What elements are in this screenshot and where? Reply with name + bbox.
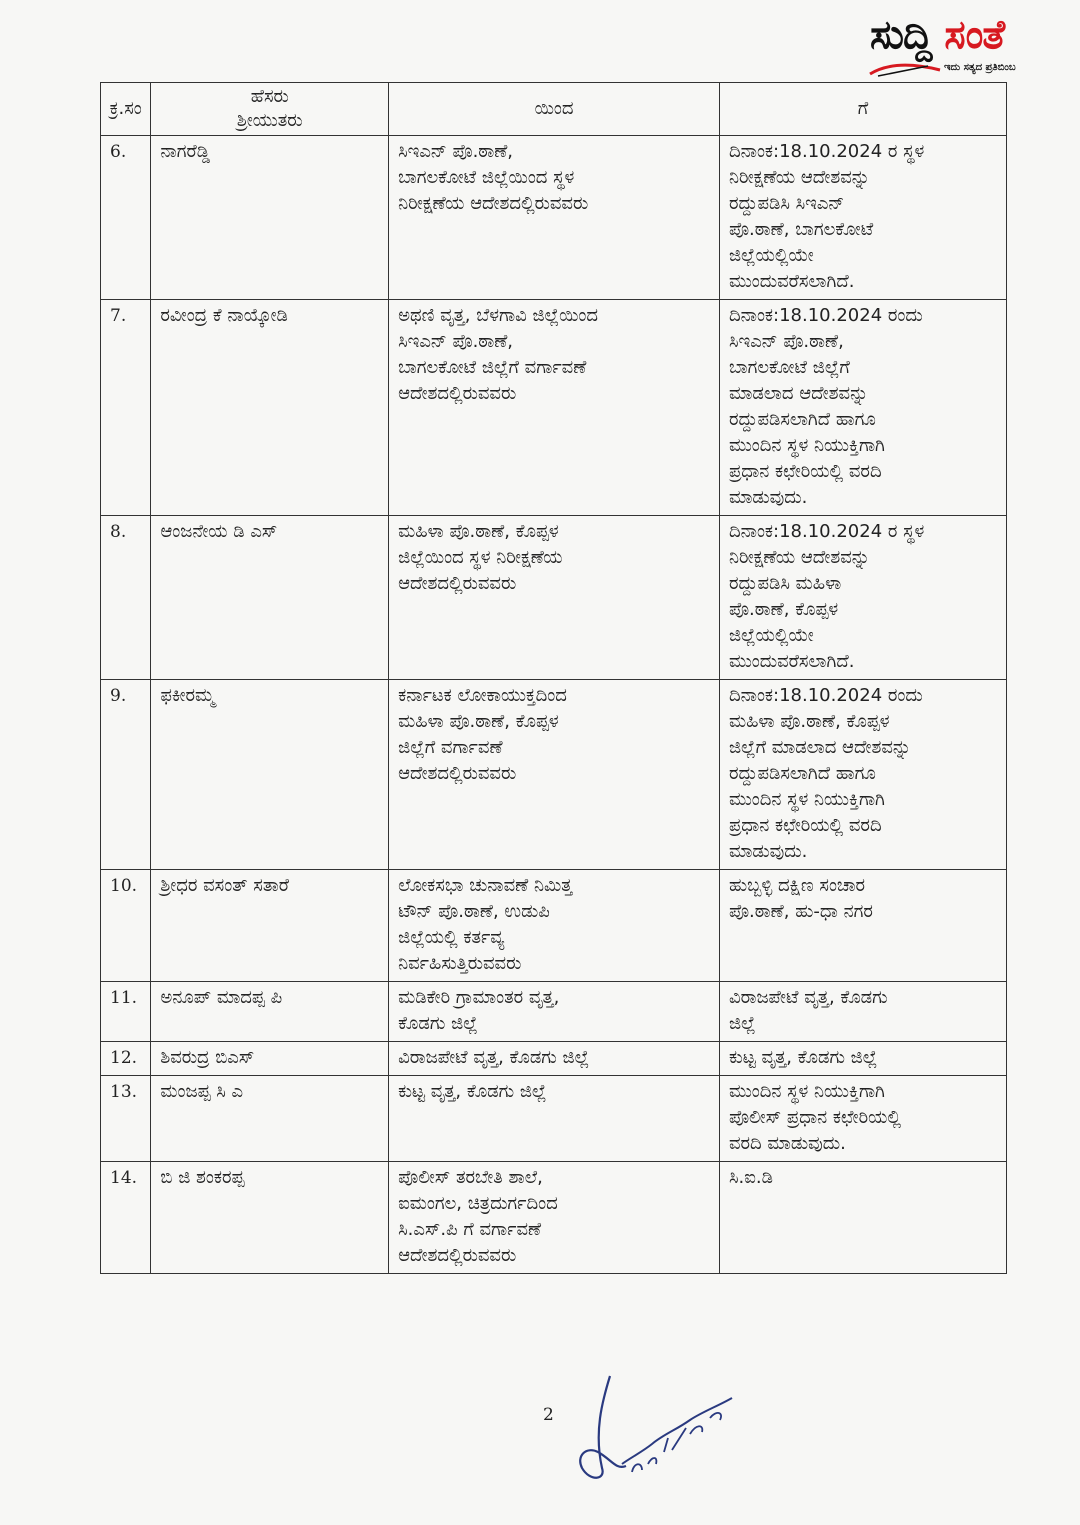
from-line: ಆದೇಶದಲ್ಲಿರುವವರು [398,1245,517,1266]
to-line: ದಿನಾಂಕ:18.10.2024 ರಂದು [728,305,923,326]
from-line: ಬಾಗಲಕೋಟೆ ಜಿಲ್ಲೆಯಿಂದ ಸ್ಥಳ [398,167,575,188]
to-line: ಮುಂದುವರೆಸಲಾಗಿದೆ. [728,651,855,672]
header-name-line2: ಶ್ರೀಯುತರು [236,110,303,131]
from-line: ಟೌನ್ ಪೊ.ಠಾಣೆ, ಉಡುಪಿ [398,901,550,922]
serial-number-cell: 14. [101,1162,151,1274]
to-line: ವಿರಾಜಪೇಟೆ ವೃತ್ತ, ಕೊಡಗು [728,987,888,1008]
from-line: ಆದೇಶದಲ್ಲಿರುವವರು [398,383,517,404]
logo-word-red: ಸಂತೆ [944,12,1005,58]
from-line: ಪೊಲೀಸ್ ತರಬೇತಿ ಶಾಲೆ, [398,1167,543,1188]
header-serial-number: ಕ್ರ.ಸಂ [101,83,151,136]
table-row [101,1076,1007,1162]
from-line: ಬಾಗಲಕೋಟೆ ಜಿಲ್ಲೆಗೆ ವರ್ಗಾವಣೆ [398,357,587,378]
from-line: ಜಿಲ್ಲೆಗೆ ವರ್ಗಾವಣೆ [398,737,503,758]
to-line: ಮುಂದಿನ ಸ್ಥಳ ನಿಯುಕ್ತಿಗಾಗಿ [728,1081,885,1102]
from-line: ಅಥಣಿ ವೃತ್ತ, ಬೆಳಗಾವಿ ಜಿಲ್ಲೆಯಿಂದ [398,305,599,326]
from-line: ನಿರ್ವಹಿಸುತ್ತಿರುವವರು [398,953,522,974]
from-posting-cell [389,136,720,300]
from-line: ಕರ್ನಾಟಕ ಲೋಕಾಯುಕ್ತದಿಂದ [398,685,567,706]
to-line: ರದ್ದುಪಡಿಸಿ ಮಹಿಳಾ [728,573,842,594]
from-line: ಮಹಿಳಾ ಪೊ.ಠಾಣೆ, ಕೊಪ್ಪಳ [398,521,559,542]
to-line: ರದ್ದುಪಡಿಸಲಾಗಿದೆ ಹಾಗೂ [728,409,876,430]
table-row [101,516,1007,680]
header-from: ಯಿಂದ [389,83,720,136]
serial-number-cell: 7. [101,300,151,516]
from-line: ಮಹಿಳಾ ಪೊ.ಠಾಣೆ, ಕೊಪ್ಪಳ [398,711,559,732]
header-name-line1: ಹೆಸರು [250,86,289,107]
to-line: ಮಾಡುವುದು. [728,841,808,862]
logo-word-black: ಸುದ್ದಿ [870,12,932,58]
to-line: ಮುಂದಿನ ಸ್ಥಳ ನಿಯುಕ್ತಿಗಾಗಿ [728,435,885,456]
table-row [101,1162,1007,1274]
to-line: ಜಿಲ್ಲೆಯಲ್ಲಿಯೇ [728,245,814,266]
serial-number-cell: 13. [101,1076,151,1162]
handwritten-signature [572,1372,742,1492]
serial-number-cell: 9. [101,680,151,870]
officer-name-cell: ರವೀಂದ್ರ ಕೆ ನಾಯ್ಕೋಡಿ [151,300,389,516]
from-posting-cell [389,1042,720,1076]
to-line: ಮುಂದಿನ ಸ್ಥಳ ನಿಯುಕ್ತಿಗಾಗಿ [728,789,885,810]
officer-name-cell: ಮಂಜಪ್ಪ ಸಿ ಎ [151,1076,389,1162]
from-posting-cell [389,982,720,1042]
to-line: ಸಿ.ಐ.ಡಿ [728,1167,773,1188]
from-line: ಸಿಇಎನ್ ಪೊ.ಠಾಣೆ, [398,141,514,162]
to-posting-cell [719,1162,1006,1274]
officer-name-cell: ಬಿ ಜಿ ಶಂಕರಪ್ಪ [151,1162,389,1274]
to-line: ಬಾಗಲಕೋಟೆ ಜಿಲ್ಲೆಗೆ [728,357,850,378]
header-name [151,83,389,136]
from-line: ಮಡಿಕೇರಿ ಗ್ರಾಮಾಂತರ ವೃತ್ತ, [398,987,560,1008]
officer-name-cell: ಆಂಜನೇಯ ಡಿ ಎಸ್ [151,516,389,680]
table-body [101,136,1007,1274]
officer-name-cell: ಫಕೀರಮ್ಮ [151,680,389,870]
table-header-row [101,83,1007,136]
to-posting-cell [719,1042,1006,1076]
to-line: ಪ್ರಧಾನ ಕಛೇರಿಯಲ್ಲಿ ವರದಿ [728,461,882,482]
officer-name-cell: ನಾಗರೆಡ್ಡಿ [151,136,389,300]
to-line: ಪ್ರಧಾನ ಕಛೇರಿಯಲ್ಲಿ ವರದಿ [728,815,882,836]
from-line: ವಿರಾಜಪೇಟೆ ವೃತ್ತ, ಕೊಡಗು ಜಿಲ್ಲೆ [398,1047,590,1068]
from-line: ಸಿ.ಎಸ್.ಪಿ ಗೆ ವರ್ಗಾವಣೆ [398,1219,542,1240]
from-line: ಕೊಡಗು ಜಿಲ್ಲೆ [398,1013,478,1034]
to-line: ನಿರೀಕ್ಷಣೆಯ ಆದೇಶವನ್ನು [728,167,870,188]
to-posting-cell [719,136,1006,300]
serial-number-cell: 10. [101,870,151,982]
table-row [101,300,1007,516]
to-line: ದಿನಾಂಕ:18.10.2024 ರ ಸ್ಥಳ [728,141,925,162]
sudhi-sante-logo [862,14,1072,82]
to-line: ಪೊ.ಠಾಣೆ, ಕೊಪ್ಪಳ [728,599,839,620]
to-line: ಮಾಡಲಾದ ಆದೇಶವನ್ನು [728,383,869,404]
to-line: ಹುಬ್ಬಳ್ಳಿ ದಕ್ಷಿಣ ಸಂಚಾರ [728,875,866,896]
to-line: ಮಾಡುವುದು. [728,487,808,508]
to-line: ಜಿಲ್ಲೆಗೆ ಮಾಡಲಾದ ಆದೇಶವನ್ನು [728,737,912,758]
from-line: ಕುಟ್ಟ ವೃತ್ತ, ಕೊಡಗು ಜಿಲ್ಲೆ [398,1081,547,1102]
from-posting-cell [389,516,720,680]
to-line: ಮುಂದುವರೆಸಲಾಗಿದೆ. [728,271,855,292]
to-line: ಪೊ.ಠಾಣೆ, ಹು-ಧಾ ನಗರ [728,901,873,922]
to-posting-cell [719,680,1006,870]
pen-swoosh-icon [868,60,942,78]
serial-number-cell: 8. [101,516,151,680]
from-posting-cell [389,300,720,516]
to-posting-cell [719,870,1006,982]
serial-number-cell: 6. [101,136,151,300]
from-line: ಆದೇಶದಲ್ಲಿರುವವರು [398,763,517,784]
to-line: ಪೊ.ಠಾಣೆ, ಬಾಗಲಕೋಟೆ [728,219,874,240]
from-line: ನಿರೀಕ್ಷಣೆಯ ಆದೇಶದಲ್ಲಿರುವವರು [398,193,589,214]
transfer-order-table [100,82,1007,1274]
to-line: ಮಹಿಳಾ ಪೊ.ಠಾಣೆ, ಕೊಪ್ಪಳ [728,711,890,732]
table-row [101,982,1007,1042]
header-to: ಗೆ [719,83,1006,136]
from-posting-cell [389,680,720,870]
from-line: ಆದೇಶದಲ್ಲಿರುವವರು [398,573,517,594]
table-row [101,680,1007,870]
to-line: ಪೊಲೀಸ್ ಪ್ರಧಾನ ಕಛೇರಿಯಲ್ಲಿ [728,1107,902,1128]
to-line: ಕುಟ್ಟ ವೃತ್ತ, ಕೊಡಗು ಜಿಲ್ಲೆ [728,1047,878,1068]
to-line: ಜಿಲ್ಲೆ [728,1013,756,1034]
to-line: ದಿನಾಂಕ:18.10.2024 ರಂದು [728,685,923,706]
to-posting-cell [719,982,1006,1042]
to-posting-cell [719,1076,1006,1162]
to-line: ದಿನಾಂಕ:18.10.2024 ರ ಸ್ಥಳ [728,521,925,542]
from-line: ಸಿಇಎನ್ ಪೊ.ಠಾಣೆ, [398,331,514,352]
from-posting-cell [389,870,720,982]
from-posting-cell [389,1076,720,1162]
table-row [101,136,1007,300]
to-posting-cell [719,516,1006,680]
logo-wordmark [870,8,1004,62]
page-number: 2 [543,1405,554,1425]
table-row [101,870,1007,982]
to-line: ವರದಿ ಮಾಡುವುದು. [728,1133,846,1154]
serial-number-cell: 11. [101,982,151,1042]
logo-tagline: ಇದು ಸತ್ಯದ ಪ್ರತಿಬಿಂಬ [944,62,1016,73]
from-line: ಜಿಲ್ಲೆಯಿಂದ ಸ್ಥಳ ನಿರೀಕ್ಷಣೆಯ [398,547,563,568]
to-line: ರದ್ದುಪಡಿಸಲಾಗಿದೆ ಹಾಗೂ [728,763,876,784]
table-row [101,1042,1007,1076]
to-line: ರದ್ದುಪಡಿಸಿ ಸಿಇಎನ್ [728,193,845,214]
from-line: ಐಮಂಗಲ, ಚಿತ್ರದುರ್ಗದಿಂದ [398,1193,558,1214]
officer-name-cell: ಶಿವರುದ್ರ ಬಿಎಸ್ [151,1042,389,1076]
from-line: ಜಿಲ್ಲೆಯಲ್ಲಿ ಕರ್ತವ್ಯ [398,927,505,948]
to-line: ನಿರೀಕ್ಷಣೆಯ ಆದೇಶವನ್ನು [728,547,870,568]
from-posting-cell [389,1162,720,1274]
to-posting-cell [719,300,1006,516]
to-line: ಜಿಲ್ಲೆಯಲ್ಲಿಯೇ [728,625,814,646]
serial-number-cell: 12. [101,1042,151,1076]
from-line: ಲೋಕಸಭಾ ಚುನಾವಣೆ ನಿಮಿತ್ತ [398,875,573,896]
officer-name-cell: ಶ್ರೀಧರ ವಸಂತ್ ಸತಾರೆ [151,870,389,982]
officer-name-cell: ಅನೂಪ್ ಮಾದಪ್ಪ ಪಿ [151,982,389,1042]
to-line: ಸಿಇಎನ್ ಪೊ.ಠಾಣೆ, [728,331,844,352]
